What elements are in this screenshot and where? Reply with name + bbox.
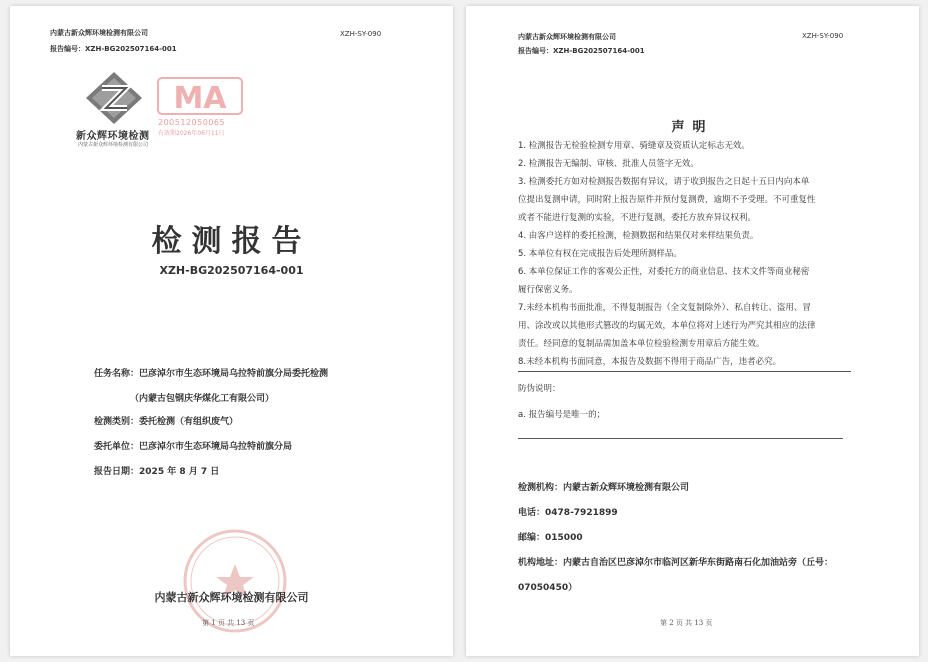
- category-value: 委托检测（有组织废气）: [139, 417, 239, 427]
- declaration-line: 履行保密义务。: [518, 285, 578, 295]
- ma-seal-validity: 有效期2026年06月11日: [158, 130, 225, 137]
- date-value: 2025 年 8 月 7 日: [139, 467, 220, 477]
- logo-name: 新众辉环境检测: [76, 131, 150, 142]
- declaration-line: 4. 由客户送样的委托检测，检测数据和结果仅对来样结果负责。: [518, 231, 759, 241]
- postcode-label: 邮编：: [518, 533, 546, 543]
- header-doc-code: XZH-SY-090: [802, 32, 844, 40]
- declaration-page: [466, 6, 919, 656]
- postcode-row: [518, 530, 583, 543]
- declaration-line: 6. 本单位保证工作的客观公正性，对委托方的商业信息、技术文件等商业秘密: [518, 267, 810, 277]
- anti-counterfeit-item: a. 报告编号是唯一的；: [518, 410, 606, 420]
- ma-seal-icon: [156, 70, 246, 118]
- task-name-label: 任务名称: [94, 369, 131, 379]
- org-row: [518, 480, 689, 493]
- date-label: 报告日期: [94, 467, 131, 477]
- ma-seal-text: MA: [173, 81, 227, 116]
- task-name-row: 任务名称：巴彦淖尔市生态环境局乌拉特前旗分局委托检测: [94, 369, 329, 379]
- company-logo-icon: [84, 70, 144, 126]
- client-label: 委托单位: [94, 442, 131, 452]
- category-label: 检测类别: [94, 417, 131, 427]
- category-row: 检测类别：委托检测（有组织废气）: [94, 417, 239, 427]
- declaration-line: 2. 检测报告无编制、审核、批准人员签字无效。: [518, 159, 699, 169]
- header-report-no: 报告编号：XZH-BG202507164-001: [50, 45, 177, 53]
- date-row: 报告日期：2025 年 8 月 7 日: [94, 467, 220, 477]
- phone-row: [518, 505, 618, 518]
- header-report-no: 报告编号：XZH-BG202507164-001: [518, 47, 645, 55]
- page-footer: 第 1 页 共 13 页: [202, 619, 255, 627]
- org-label: 检测机构：: [518, 483, 564, 493]
- ma-seal-number: 200512050065: [158, 118, 226, 127]
- declaration-line: 8.未经本机构书面同意，本报告及数据不得用于商品广告，违者必究。: [518, 357, 782, 367]
- address-line2: 07050450）: [518, 583, 578, 593]
- task-name-line2: （内蒙古包钢庆华煤化工有限公司）: [130, 394, 275, 404]
- phone-value: 0478-7921899: [545, 508, 618, 518]
- declaration-line: 责任。经同意的复制品需加盖本单位检验检测专用章后方能生效。: [518, 339, 765, 349]
- address-row: [518, 555, 833, 568]
- page-footer: 第 2 页 共 13 页: [660, 619, 713, 627]
- declaration-line: 5. 本单位有权在完成报告后处理所测样品。: [518, 249, 682, 259]
- report-cover-page: [10, 6, 453, 656]
- declaration-line: 3. 检测委托方如对检测报告数据有异议，请于收到报告之日起十五日内向本单: [518, 177, 810, 187]
- divider: [518, 438, 843, 439]
- header-company: 内蒙古新众辉环境检测有限公司: [50, 29, 148, 37]
- declaration-line: 7.未经本机构书面批准，不得复制报告（全文复制除外）、私自转让、盗用、冒: [518, 303, 811, 313]
- postcode-value: 015000: [545, 533, 583, 543]
- phone-label: 电话：: [518, 508, 546, 518]
- org-value: 内蒙古新众辉环境检测有限公司: [563, 483, 690, 493]
- task-name-value: 巴彦淖尔市生态环境局乌拉特前旗分局委托检测: [139, 369, 329, 379]
- declaration-line: 或者不能进行复测的实验，不进行复测，委托方放弃异议权利。: [518, 213, 757, 223]
- header-doc-code: XZH-SY-090: [340, 30, 382, 38]
- declaration-line: 1. 检测报告无检验检测专用章、骑缝章及资质认定标志无效。: [518, 141, 750, 151]
- logo-subtitle: 内蒙古新众辉环境检测有限公司: [78, 142, 149, 148]
- divider: [518, 371, 851, 372]
- anti-counterfeit-label: 防伪说明：: [518, 384, 561, 394]
- issuing-company: 内蒙古新众辉环境检测有限公司: [154, 591, 309, 604]
- header-company: 内蒙古新众辉环境检测有限公司: [518, 33, 616, 41]
- declaration-title: 声明: [671, 120, 714, 135]
- address-label: 机构地址：: [518, 558, 564, 568]
- declaration-line: 用、涂改或以其他形式篡改的均属无效，本单位将对上述行为严究其相应的法律: [518, 321, 816, 331]
- report-title: 检测报告: [151, 224, 312, 259]
- client-value: 巴彦淖尔市生态环境局乌拉特前旗分局: [139, 442, 293, 452]
- report-number: XZH-BG202507164-001: [159, 264, 304, 277]
- client-row: 委托单位：巴彦淖尔市生态环境局乌拉特前旗分局: [94, 442, 293, 452]
- address-value: 内蒙古自治区巴彦淖尔市临河区新华东街路南石化加油站旁（丘号：: [563, 558, 834, 568]
- declaration-line: 位提出复测申请，同时附上报告原件并预付复测费，逾期不予受理。不可重复性: [518, 195, 816, 205]
